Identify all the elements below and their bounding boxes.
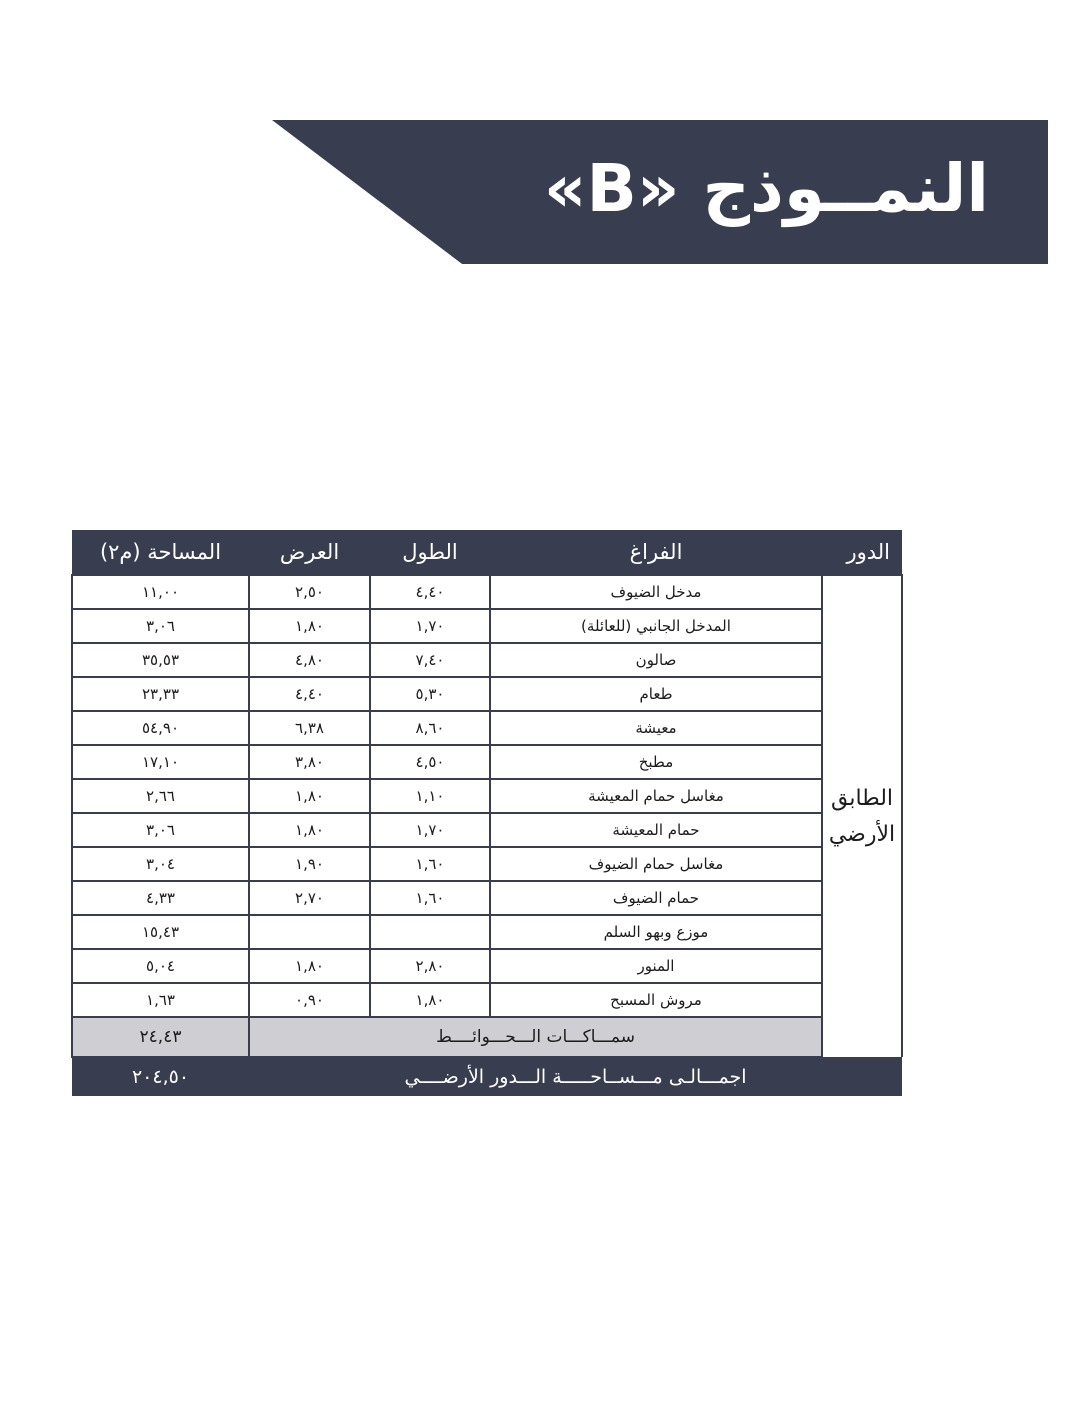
space-cell: مروش المسبح	[490, 983, 822, 1017]
width-cell	[249, 915, 370, 949]
area-cell: ٣٥,٥٣	[72, 643, 249, 677]
length-cell	[370, 915, 490, 949]
length-cell: ٥,٣٠	[370, 677, 490, 711]
length-cell: ٢,٨٠	[370, 949, 490, 983]
walls-label: سمـــاكـــات الـــحـــوائــــط	[249, 1017, 822, 1057]
area-cell: ٢٣,٣٣	[72, 677, 249, 711]
table-row	[72, 609, 902, 643]
walls-area: ٢٤,٤٣	[72, 1017, 249, 1057]
table-header-row	[72, 530, 902, 575]
area-cell: ٣,٠٦	[72, 813, 249, 847]
space-cell: طعام	[490, 677, 822, 711]
space-cell: موزع وبهو السلم	[490, 915, 822, 949]
length-cell: ١,٨٠	[370, 983, 490, 1017]
width-cell: ٢,٥٠	[249, 575, 370, 609]
header-space: الفراغ	[490, 530, 822, 575]
area-cell: ١٥,٤٣	[72, 915, 249, 949]
width-cell: ٦,٣٨	[249, 711, 370, 745]
space-cell: حمام المعيشة	[490, 813, 822, 847]
area-cell: ٣,٠٦	[72, 609, 249, 643]
width-cell: ١,٨٠	[249, 609, 370, 643]
area-cell: ٤,٣٣	[72, 881, 249, 915]
area-cell: ٣,٠٤	[72, 847, 249, 881]
space-cell: المنور	[490, 949, 822, 983]
area-table	[71, 530, 903, 1096]
page-title: النمــوذج «B»	[543, 150, 989, 227]
area-cell: ٢,٦٦	[72, 779, 249, 813]
table-row	[72, 711, 902, 745]
length-cell: ١,٧٠	[370, 609, 490, 643]
header-width: العرض	[249, 530, 370, 575]
total-area: ٢٠٤,٥٠	[72, 1057, 249, 1096]
walls-row	[72, 1017, 902, 1057]
space-cell: مغاسل حمام المعيشة	[490, 779, 822, 813]
area-cell: ١١,٠٠	[72, 575, 249, 609]
header-floor: الدور	[822, 530, 902, 575]
length-cell: ١,٦٠	[370, 847, 490, 881]
space-cell: حمام الضيوف	[490, 881, 822, 915]
space-cell: مدخل الضيوف	[490, 575, 822, 609]
width-cell: ١,٩٠	[249, 847, 370, 881]
table-row	[72, 881, 902, 915]
space-cell: مغاسل حمام الضيوف	[490, 847, 822, 881]
width-cell: ٤,٤٠	[249, 677, 370, 711]
area-cell: ١٧,١٠	[72, 745, 249, 779]
length-cell: ١,٦٠	[370, 881, 490, 915]
total-row	[72, 1057, 902, 1096]
table-row	[72, 915, 902, 949]
total-label: اجمـــالـى مـــســاحـــــة الـــدور الأرضــــي	[249, 1057, 902, 1096]
width-cell: ١,٨٠	[249, 949, 370, 983]
space-cell: المدخل الجانبي (للعائلة)	[490, 609, 822, 643]
length-cell: ٤,٥٠	[370, 745, 490, 779]
length-cell: ١,٧٠	[370, 813, 490, 847]
length-cell: ٧,٤٠	[370, 643, 490, 677]
floor-name: الطابق الأرضي	[822, 575, 902, 1057]
width-cell: ١,٨٠	[249, 779, 370, 813]
length-cell: ١,١٠	[370, 779, 490, 813]
area-cell: ٥,٠٤	[72, 949, 249, 983]
length-cell: ٨,٦٠	[370, 711, 490, 745]
area-cell: ٥٤,٩٠	[72, 711, 249, 745]
table-row	[72, 847, 902, 881]
table-row	[72, 677, 902, 711]
width-cell: ٤,٨٠	[249, 643, 370, 677]
space-cell: معيشة	[490, 711, 822, 745]
width-cell: ١,٨٠	[249, 813, 370, 847]
width-cell: ٠,٩٠	[249, 983, 370, 1017]
length-cell: ٤,٤٠	[370, 575, 490, 609]
table-row	[72, 745, 902, 779]
table-row	[72, 983, 902, 1017]
space-cell: مطبخ	[490, 745, 822, 779]
header-length: الطول	[370, 530, 490, 575]
table-row	[72, 949, 902, 983]
table-row	[72, 643, 902, 677]
width-cell: ٢,٧٠	[249, 881, 370, 915]
area-cell: ١,٦٣	[72, 983, 249, 1017]
space-cell: صالون	[490, 643, 822, 677]
table-row	[72, 779, 902, 813]
table-row	[72, 575, 902, 609]
width-cell: ٣,٨٠	[249, 745, 370, 779]
header-area: المساحة (م٢)	[72, 530, 249, 575]
table-row	[72, 813, 902, 847]
